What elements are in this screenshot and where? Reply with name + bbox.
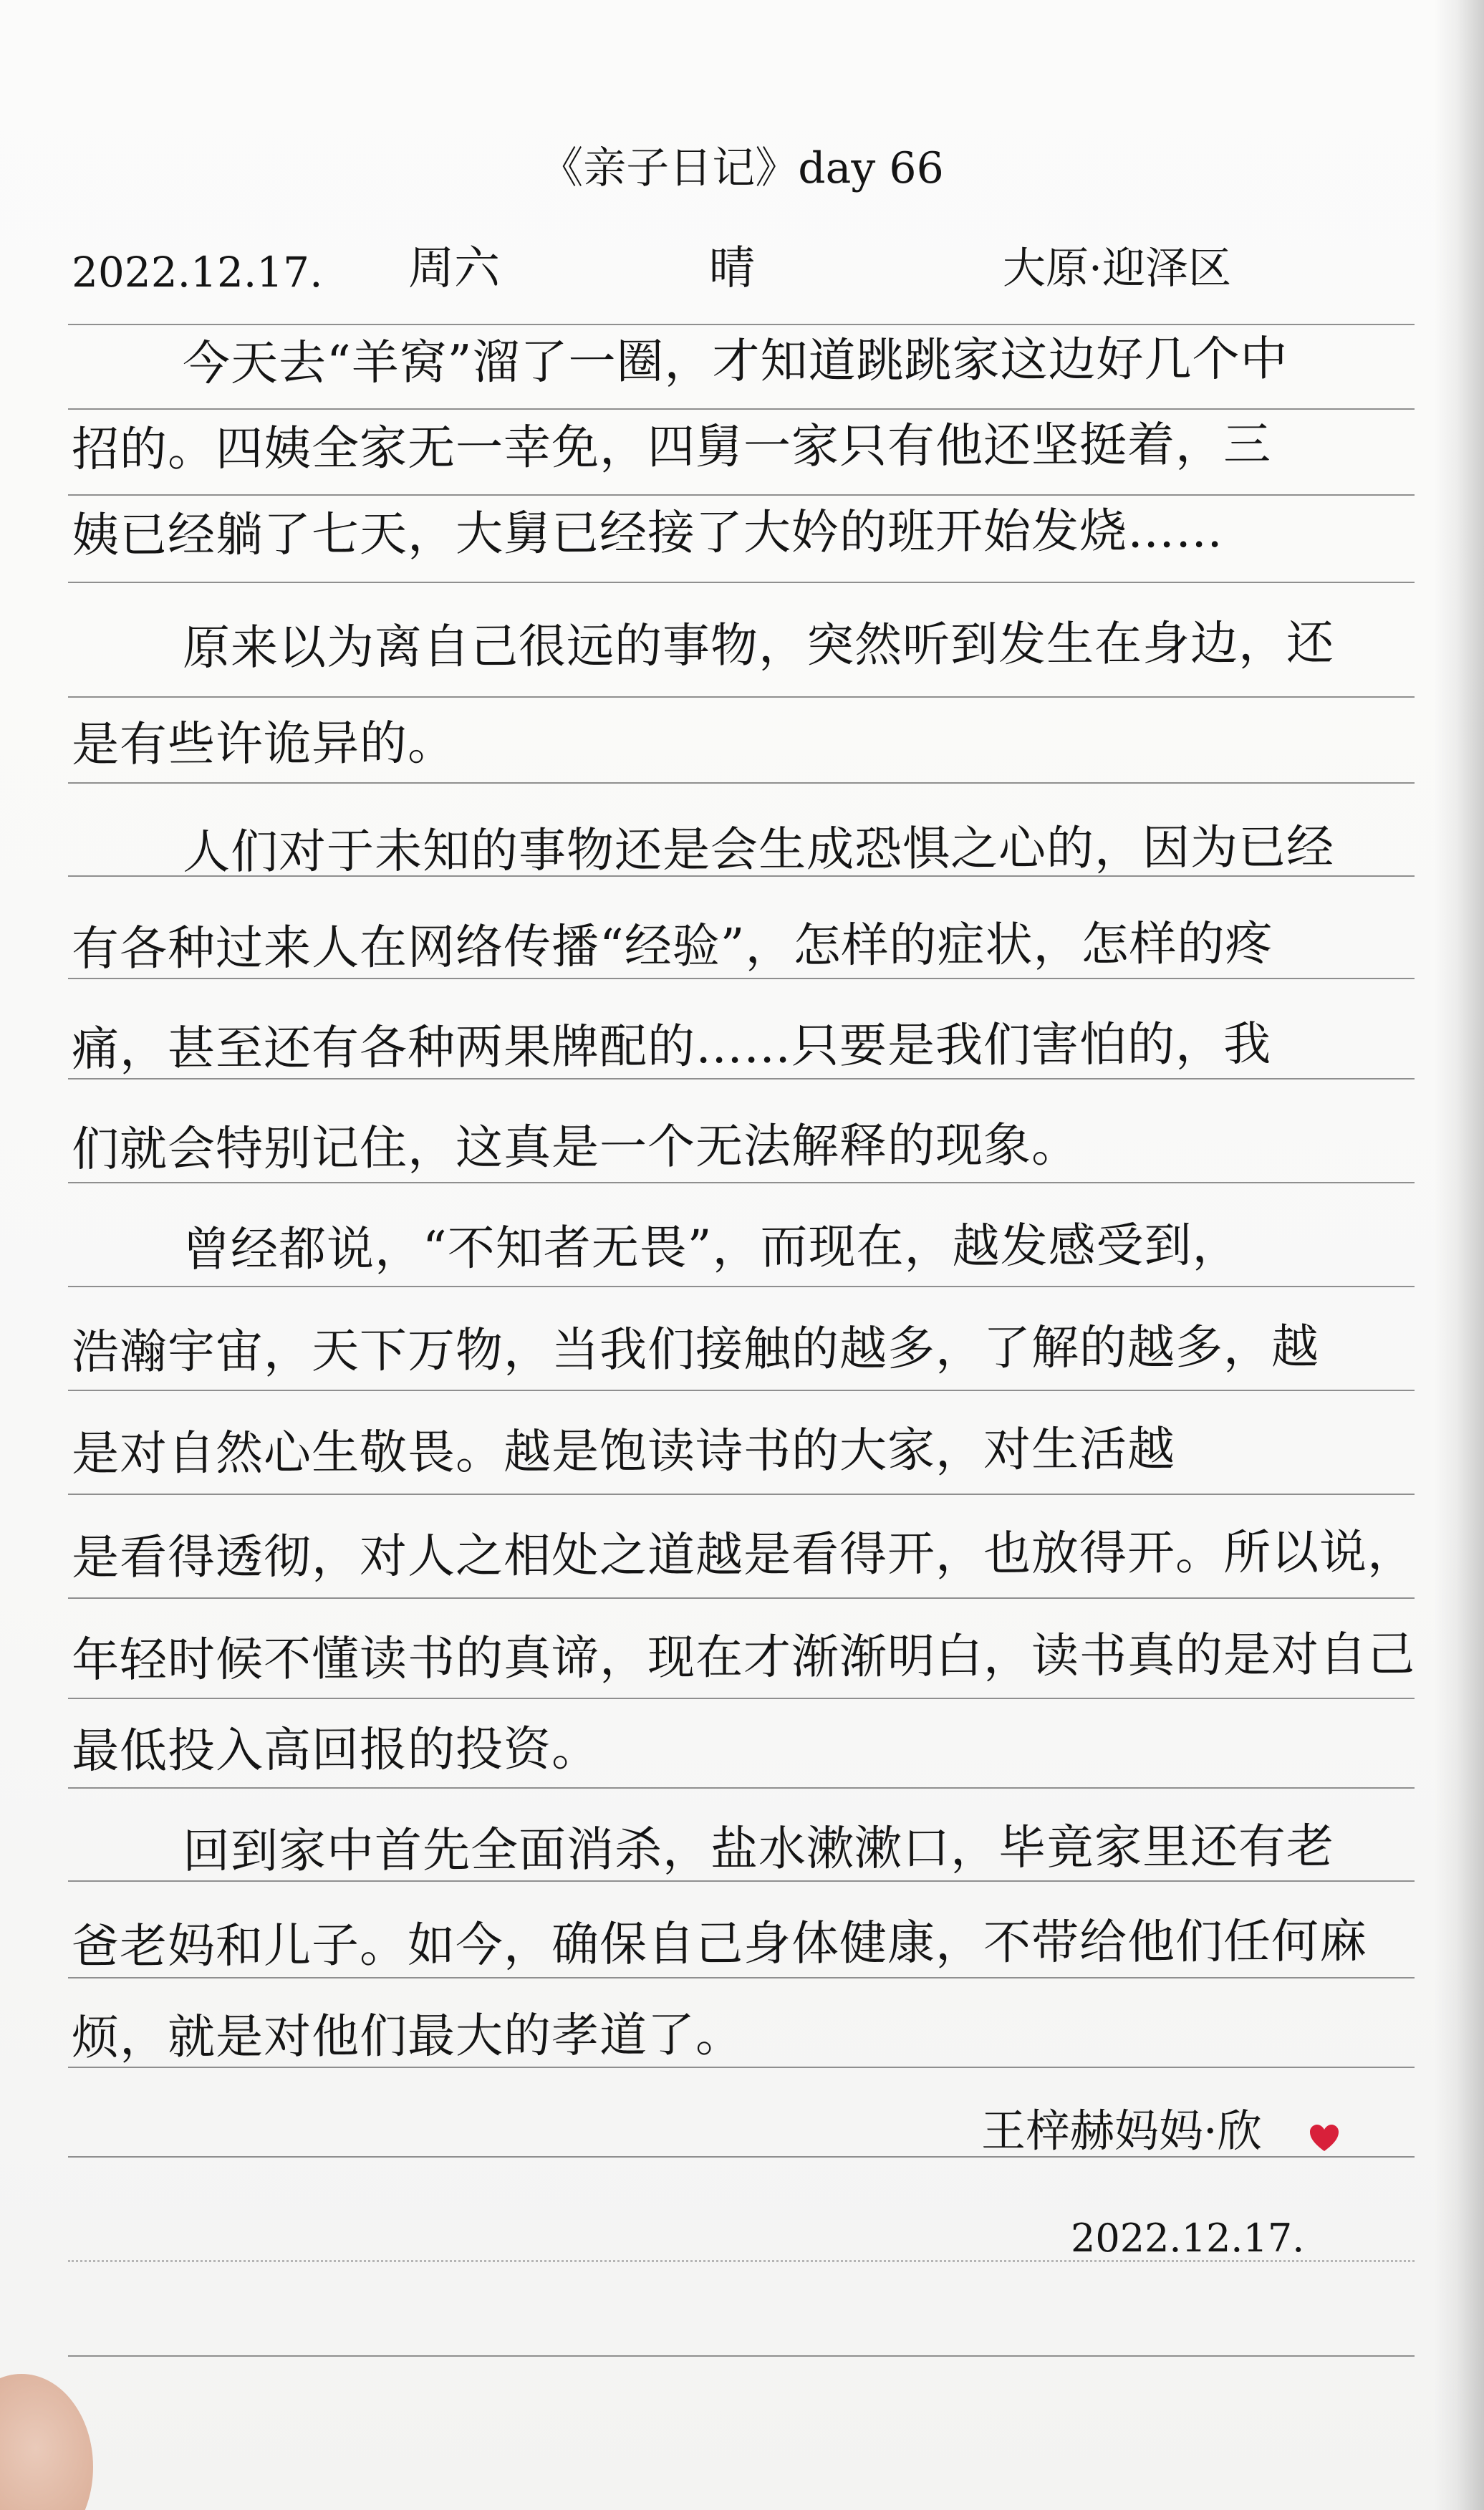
signature-date: 2022.12.17. (1071, 2216, 1305, 2261)
body-line: 年轻时候不懂读书的真谛，现在才渐渐明白，读书真的是对自己 (71, 1626, 1416, 1688)
body-line: 浩瀚宇宙，天下万物，当我们接触的越多，了解的越多，越 (71, 1319, 1320, 1380)
ruled-line (68, 782, 1415, 784)
body-line: 人们对于未知的事物还是会生成恐惧之心的，因为已经 (182, 819, 1335, 880)
body-line: 们就会特别记住，这真是一个无法解释的现象。 (71, 1117, 1080, 1177)
ruled-line (68, 1977, 1415, 1978)
ruled-line (68, 696, 1415, 698)
ruled-line (68, 2355, 1415, 2357)
ruled-line (68, 1494, 1415, 1495)
entry-location: 大原·迎泽区 (1003, 244, 1232, 294)
ruled-line (68, 1182, 1415, 1183)
ruled-line (68, 1787, 1415, 1789)
ruled-line (68, 978, 1415, 979)
body-line: 曾经都说，“不知者无畏”，而现在，越发感受到， (182, 1217, 1240, 1277)
entry-date: 2022.12.17. (72, 248, 323, 297)
body-line: 招的。四姨全家无一幸免，四舅一家只有他还坚挺着，三 (71, 416, 1272, 477)
thumb-shadow (0, 2374, 93, 2510)
heart-icon (1309, 2124, 1339, 2153)
entry-weekday: 周六 (408, 242, 500, 295)
body-line: 是看得透彻，对人之相处之道越是看得开，也放得开。所以说， (71, 1524, 1416, 1585)
diary-title: 《亲子日记》day 66 (540, 143, 944, 193)
ruled-line (68, 1390, 1415, 1391)
body-line: 痛，甚至还有各种两果牌配的……只要是我们害怕的，我 (71, 1016, 1272, 1077)
ruled-line (68, 1698, 1415, 1699)
body-line: 有各种过来人在网络传播“经验”，怎样的症状，怎样的疼 (71, 915, 1273, 976)
ruled-line (68, 1597, 1415, 1599)
body-line: 爸老妈和儿子。如今，确保自己身体健康，不带给他们任何麻 (71, 1913, 1368, 1974)
ruled-line (68, 1078, 1415, 1080)
body-line: 姨已经躺了七天，大舅已经接了大妗的班开始发烧…… (71, 502, 1224, 563)
body-line: 烦，就是对他们最大的孝道了。 (71, 2006, 744, 2065)
ruled-line (68, 324, 1415, 325)
ruled-line (68, 582, 1415, 583)
ruled-line (68, 1286, 1415, 1287)
body-line: 回到家中首先全面消杀，盐水漱漱口，毕竟家里还有老 (182, 1818, 1335, 1879)
ruled-line (68, 494, 1415, 496)
ruled-line (68, 2067, 1415, 2068)
body-line: 是对自然心生敬畏。越是饱读诗书的大家，对生活越 (71, 1421, 1176, 1481)
ruled-line (68, 408, 1415, 410)
body-line: 今天去“羊窝”溜了一圈，才知道跳跳家这边好几个中 (182, 331, 1288, 391)
body-line: 原来以为离自己很远的事物，突然听到发生在身边，还 (182, 615, 1335, 675)
entry-weather: 晴 (709, 242, 755, 295)
signature-name: 王梓赫妈妈·欣 (981, 2105, 1262, 2157)
body-line: 是有些许诡异的。 (71, 715, 456, 772)
ruled-line (68, 1880, 1415, 1882)
body-line: 最低投入高回报的投资。 (71, 1721, 600, 1779)
